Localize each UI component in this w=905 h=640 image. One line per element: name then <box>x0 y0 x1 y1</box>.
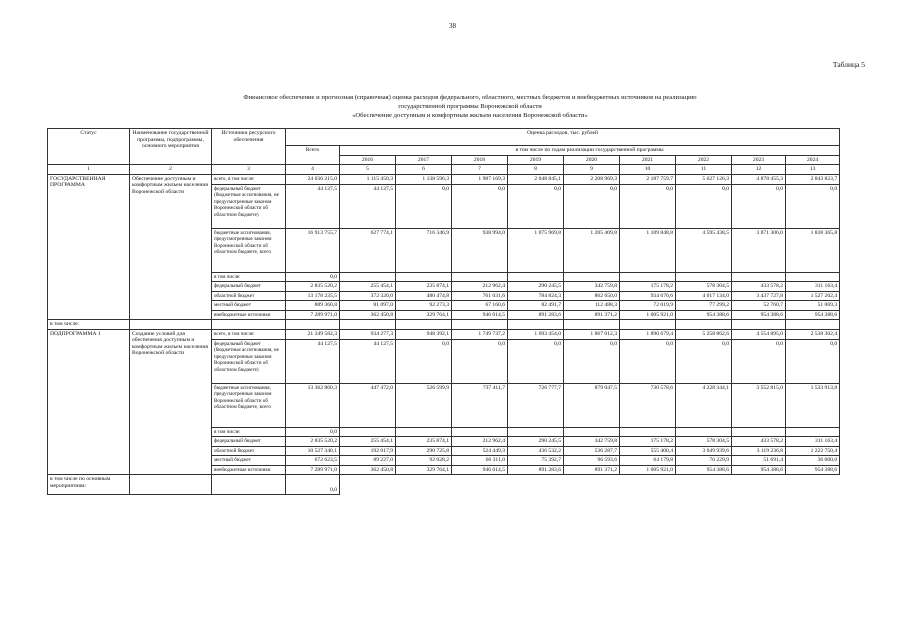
column-number: 7 <box>452 165 508 175</box>
column-number: 12 <box>732 165 786 175</box>
year-value-cell: 4 878 455,3 <box>732 174 786 184</box>
year-value-cell: 946 014,5 <box>452 465 508 475</box>
year-value-cell: 2 048 845,1 <box>508 174 564 184</box>
year-value-cell <box>452 272 508 282</box>
status-cell: ГОСУДАРСТВЕННАЯ ПРОГРАММА <box>48 174 130 320</box>
year-value-cell: 0,0 <box>396 184 452 228</box>
year-value-cell: 44 127,5 <box>340 339 396 383</box>
year-value-cell: 67 160,6 <box>452 301 508 311</box>
year-value-cell <box>620 427 676 437</box>
year-value-cell: 290 245,5 <box>508 282 564 292</box>
footer-total-cell: 0,0 <box>286 475 340 495</box>
column-number: 2 <box>130 165 212 175</box>
total-cell: 672 623,5 <box>286 456 340 466</box>
total-cell: 2 835 520,2 <box>286 437 340 447</box>
year-value-cell: 342 759,8 <box>564 282 620 292</box>
total-cell: 0,0 <box>286 272 340 282</box>
year-header: 2024 <box>786 155 840 165</box>
year-value-cell: 1 222 750,4 <box>786 446 840 456</box>
year-value-cell: 1 138 596,3 <box>396 174 452 184</box>
year-value-cell: 4 595 438,5 <box>676 228 732 272</box>
year-header: 2022 <box>676 155 732 165</box>
column-number: 3 <box>212 165 286 175</box>
year-value-cell: 716 346,9 <box>396 228 452 272</box>
year-value-cell: 3 119 236,8 <box>732 446 786 456</box>
year-value-cell <box>564 272 620 282</box>
year-value-cell: 536 287,7 <box>564 446 620 456</box>
empty-cell <box>286 320 340 330</box>
year-value-cell: 1 109 848,8 <box>620 228 676 272</box>
table-row <box>48 329 840 339</box>
year-value-cell: 954 388,6 <box>732 310 786 320</box>
year-header: 2018 <box>452 155 508 165</box>
year-value-cell: 891 283,6 <box>508 310 564 320</box>
year-value-cell: 36 000,0 <box>786 456 840 466</box>
year-value-cell: 255 454,1 <box>340 437 396 447</box>
empty-cell <box>620 320 676 330</box>
column-number: 11 <box>676 165 732 175</box>
subsection-label: в том числе: <box>48 320 130 330</box>
year-value-cell: 235 874,1 <box>396 282 452 292</box>
year-value-cell <box>340 272 396 282</box>
header-source: Источники ресурсного обеспечения <box>212 129 286 165</box>
year-value-cell: 578 304,5 <box>676 437 732 447</box>
year-value-cell <box>732 272 786 282</box>
year-value-cell: 1 075 969,8 <box>508 228 564 272</box>
year-value-cell: 954 388,6 <box>786 465 840 475</box>
source-cell: федеральный бюджет (бюджетные ассигнования, не предусмотренные законом Воронежской области об областном бюджете) <box>212 184 286 228</box>
year-value-cell: 1 527 202,4 <box>786 291 840 301</box>
source-cell: всего, в том числе: <box>212 329 286 339</box>
year-value-cell: 89 227,0 <box>340 456 396 466</box>
year-value-cell: 112 488,3 <box>564 301 620 311</box>
total-cell: 0,0 <box>286 427 340 437</box>
year-value-cell: 3 437 727,8 <box>732 291 786 301</box>
column-number: 5 <box>340 165 396 175</box>
document-title <box>120 93 820 120</box>
year-header: 2016 <box>340 155 396 165</box>
year-value-cell <box>508 427 564 437</box>
footer-row <box>48 475 840 495</box>
finance-table <box>47 128 840 495</box>
header-status: Статус <box>48 129 130 165</box>
year-value-cell <box>340 427 396 437</box>
year-value-cell: 578 304,5 <box>676 282 732 292</box>
year-value-cell <box>396 427 452 437</box>
year-value-cell: 433 578,2 <box>732 437 786 447</box>
source-cell: федеральный бюджет (бюджетные ассигнования, не предусмотренные законом Воронежской области об областном бюджете) <box>212 339 286 383</box>
total-cell: 7 289 971,0 <box>286 465 340 475</box>
year-value-cell: 92 028,2 <box>396 456 452 466</box>
year-value-cell: 0,0 <box>452 184 508 228</box>
year-value-cell <box>620 272 676 282</box>
year-value-cell: 81 097,0 <box>340 301 396 311</box>
column-number: 13 <box>786 165 840 175</box>
year-value-cell <box>564 427 620 437</box>
year-value-cell: 212 962,4 <box>452 282 508 292</box>
year-value-cell: 212 962,4 <box>452 437 508 447</box>
year-value-cell: 2 208 969,3 <box>564 174 620 184</box>
year-value-cell: 954 388,6 <box>676 310 732 320</box>
source-cell: внебюджетные источники <box>212 465 286 475</box>
year-value-cell: 51 069,3 <box>786 301 840 311</box>
year-value-cell: 2 538 302,4 <box>786 329 840 339</box>
source-cell: федеральный бюджет <box>212 437 286 447</box>
year-value-cell: 76 229,9 <box>676 456 732 466</box>
year-header: 2021 <box>620 155 676 165</box>
column-number: 6 <box>396 165 452 175</box>
source-cell: бюджетные ассигнования, предусмотренные законом Воронежской области об областном бюджете, всего <box>212 383 286 427</box>
year-value-cell: 0,0 <box>452 339 508 383</box>
total-cell: 2 835 520,2 <box>286 282 340 292</box>
source-cell: местный бюджет <box>212 456 286 466</box>
table-body <box>48 174 840 495</box>
year-value-cell: 524 449,3 <box>452 446 508 456</box>
year-value-cell: 433 578,2 <box>732 282 786 292</box>
year-value-cell: 1 749 737,2 <box>452 329 508 339</box>
year-value-cell <box>508 272 564 282</box>
year-value-cell: 0,0 <box>676 339 732 383</box>
header-by-years: в том числе по годам реализации государственной программы <box>340 146 840 156</box>
year-value-cell: 730 578,6 <box>620 383 676 427</box>
subsection-row <box>48 320 840 330</box>
year-header: 2023 <box>732 155 786 165</box>
year-value-cell: 290 725,8 <box>396 446 452 456</box>
year-value-cell: 329 764,1 <box>396 310 452 320</box>
year-header: 2020 <box>564 155 620 165</box>
source-cell: областной бюджет <box>212 446 286 456</box>
empty-cell <box>130 475 212 495</box>
source-cell: бюджетные ассигнования, предусмотренные законом Воронежской области об областном бюджете, всего <box>212 228 286 272</box>
year-value-cell: 555 400,4 <box>620 446 676 456</box>
year-value-cell: 1 987 169,3 <box>452 174 508 184</box>
column-number: 10 <box>620 165 676 175</box>
year-value-cell: 44 127,5 <box>340 184 396 228</box>
year-value-cell: 436 532,2 <box>508 446 564 456</box>
year-value-cell <box>676 272 732 282</box>
empty-cell <box>212 475 286 495</box>
year-value-cell <box>732 427 786 437</box>
footer-status-cell: в том числе по основным мероприятиям: <box>48 475 130 495</box>
year-value-cell: 948 392,1 <box>396 329 452 339</box>
year-value-cell: 938 994,0 <box>452 228 508 272</box>
year-value-cell <box>452 427 508 437</box>
year-value-cell: 0,0 <box>786 339 840 383</box>
year-value-cell: 1 890 679,4 <box>620 329 676 339</box>
year-value-cell: 1 005 921,0 <box>620 465 676 475</box>
column-number: 4 <box>286 165 340 175</box>
program-name-cell: Создание условий для обеспечения доступным и комфортным жильем населения Воронежской области <box>130 329 212 475</box>
year-value-cell: 784 824,3 <box>508 291 564 301</box>
year-value-cell: 66 311,0 <box>452 456 508 466</box>
year-value-cell: 1 867 012,3 <box>564 329 620 339</box>
year-value-cell: 1 005 921,0 <box>620 310 676 320</box>
title-line-1: Финансовое обеспечение и прогнозная (справочная) оценка расходов федерального, областного, местных бюджетов и внебюджетных источников на реализацию <box>243 94 697 101</box>
year-value-cell: 1 533 913,8 <box>786 383 840 427</box>
year-value-cell: 4 017 134,0 <box>676 291 732 301</box>
year-value-cell: 175 178,2 <box>620 282 676 292</box>
year-value-cell <box>786 427 840 437</box>
year-value-cell: 311 163,4 <box>786 282 840 292</box>
column-number: 8 <box>508 165 564 175</box>
year-value-cell: 934 277,3 <box>340 329 396 339</box>
year-value-cell: 447 472,0 <box>340 383 396 427</box>
year-value-cell: 372 320,0 <box>340 291 396 301</box>
year-value-cell: 92 273,3 <box>396 301 452 311</box>
year-value-cell: 1 693 454,0 <box>508 329 564 339</box>
empty-cell <box>786 320 840 330</box>
year-value-cell <box>786 272 840 282</box>
year-value-cell: 362 450,8 <box>340 310 396 320</box>
empty-cell <box>564 320 620 330</box>
year-value-cell: 480 474,8 <box>396 291 452 301</box>
year-value-cell: 82 491,7 <box>508 301 564 311</box>
year-value-cell: 627 774,1 <box>340 228 396 272</box>
total-cell: 16 913 755,7 <box>286 228 340 272</box>
total-cell: 7 289 971,0 <box>286 310 340 320</box>
title-line-2: государственной программы Воронежской области <box>398 103 542 110</box>
year-value-cell: 0,0 <box>508 184 564 228</box>
year-value-cell: 5 258 862,6 <box>676 329 732 339</box>
year-value-cell: 737 411,7 <box>452 383 508 427</box>
source-cell: внебюджетные источники <box>212 310 286 320</box>
year-value-cell: 891 371,2 <box>564 310 620 320</box>
year-value-cell: 2 187 759,7 <box>620 174 676 184</box>
total-cell: 13 362 860,3 <box>286 383 340 427</box>
year-value-cell: 329 764,1 <box>396 465 452 475</box>
header-estimate: Оценка расходов, тыс. рублей <box>286 129 840 146</box>
total-cell: 44 127,5 <box>286 339 340 383</box>
year-value-cell: 0,0 <box>620 339 676 383</box>
year-value-cell: 64 179,8 <box>620 456 676 466</box>
column-number: 9 <box>564 165 620 175</box>
year-value-cell: 526 599,9 <box>396 383 452 427</box>
column-number: 1 <box>48 165 130 175</box>
empty-cell <box>508 320 564 330</box>
year-value-cell: 2 843 823,7 <box>786 174 840 184</box>
year-value-cell: 946 014,5 <box>452 310 508 320</box>
year-value-cell: 75 392,7 <box>508 456 564 466</box>
year-value-cell: 192 017,9 <box>340 446 396 456</box>
year-header: 2019 <box>508 155 564 165</box>
year-value-cell: 255 454,1 <box>340 282 396 292</box>
year-value-cell: 726 777,7 <box>508 383 564 427</box>
year-value-cell: 862 650,0 <box>564 291 620 301</box>
year-value-cell: 879 047,5 <box>564 383 620 427</box>
title-line-3: «Обеспечение доступным и комфортным жильем населения Воронежской области» <box>352 112 588 119</box>
year-value-cell: 891 371,2 <box>564 465 620 475</box>
year-value-cell: 3 871 306,0 <box>732 228 786 272</box>
year-value-cell: 51 691,4 <box>732 456 786 466</box>
column-numbers-row <box>48 165 840 175</box>
year-value-cell: 954 388,6 <box>676 465 732 475</box>
year-value-cell: 72 019,9 <box>620 301 676 311</box>
year-value-cell: 3 552 815,0 <box>732 383 786 427</box>
year-value-cell: 4 228 344,1 <box>676 383 732 427</box>
total-cell: 21 349 582,3 <box>286 329 340 339</box>
year-value-cell <box>676 427 732 437</box>
year-value-cell: 362 450,8 <box>340 465 396 475</box>
year-value-cell: 954 388,6 <box>786 310 840 320</box>
page-number: 38 <box>449 22 456 30</box>
year-value-cell: 1 838 365,8 <box>786 228 840 272</box>
year-value-cell: 1 115 450,3 <box>340 174 396 184</box>
source-cell: всего, в том числе: <box>212 174 286 184</box>
year-value-cell: 235 874,1 <box>396 437 452 447</box>
source-cell: местный бюджет <box>212 301 286 311</box>
year-value-cell: 342 759,8 <box>564 437 620 447</box>
table-row <box>48 174 840 184</box>
year-value-cell: 311 163,4 <box>786 437 840 447</box>
empty-cell <box>676 320 732 330</box>
empty-cell <box>130 320 212 330</box>
year-value-cell: 0,0 <box>676 184 732 228</box>
year-value-cell: 4 554 895,0 <box>732 329 786 339</box>
year-value-cell: 954 388,6 <box>732 465 786 475</box>
empty-cell <box>452 320 508 330</box>
year-value-cell: 175 178,2 <box>620 437 676 447</box>
empty-cell <box>212 320 286 330</box>
year-header: 2017 <box>396 155 452 165</box>
year-value-cell: 5 627 126,3 <box>676 174 732 184</box>
year-value-cell: 0,0 <box>620 184 676 228</box>
year-value-cell: 77 299,2 <box>676 301 732 311</box>
year-value-cell: 761 031,6 <box>452 291 508 301</box>
year-value-cell: 96 593,6 <box>564 456 620 466</box>
total-cell: 24 036 215,0 <box>286 174 340 184</box>
year-value-cell: 934 670,6 <box>620 291 676 301</box>
total-cell: 44 127,5 <box>286 184 340 228</box>
table-caption: Таблица 5 <box>832 60 865 69</box>
header-total: Всего <box>286 146 340 165</box>
total-cell: 10 527 340,1 <box>286 446 340 456</box>
status-cell: ПОДПРОГРАММА 1 <box>48 329 130 475</box>
year-value-cell: 0,0 <box>564 339 620 383</box>
year-value-cell: 0,0 <box>786 184 840 228</box>
year-value-cell: 891 283,6 <box>508 465 564 475</box>
year-value-cell: 0,0 <box>732 184 786 228</box>
source-cell: в том числе: <box>212 272 286 282</box>
year-value-cell: 1 205 409,8 <box>564 228 620 272</box>
header-name: Наименование государственной программы, подпрограммы, основного мероприятия <box>130 129 212 165</box>
total-cell: 13 178 235,5 <box>286 291 340 301</box>
source-cell: в том числе: <box>212 427 286 437</box>
empty-cell <box>340 320 396 330</box>
year-value-cell: 0,0 <box>732 339 786 383</box>
year-value-cell: 290 245,5 <box>508 437 564 447</box>
source-cell: областной бюджет <box>212 291 286 301</box>
year-value-cell: 0,0 <box>508 339 564 383</box>
program-name-cell: Обеспечение доступным и комфортным жильем населения Воронежской области <box>130 174 212 320</box>
total-cell: 889 360,8 <box>286 301 340 311</box>
year-value-cell: 52 760,7 <box>732 301 786 311</box>
year-value-cell <box>396 272 452 282</box>
source-cell: федеральный бюджет <box>212 282 286 292</box>
year-value-cell: 3 649 939,6 <box>676 446 732 456</box>
empty-cell <box>396 320 452 330</box>
year-value-cell: 0,0 <box>396 339 452 383</box>
empty-cell <box>732 320 786 330</box>
year-value-cell: 0,0 <box>564 184 620 228</box>
